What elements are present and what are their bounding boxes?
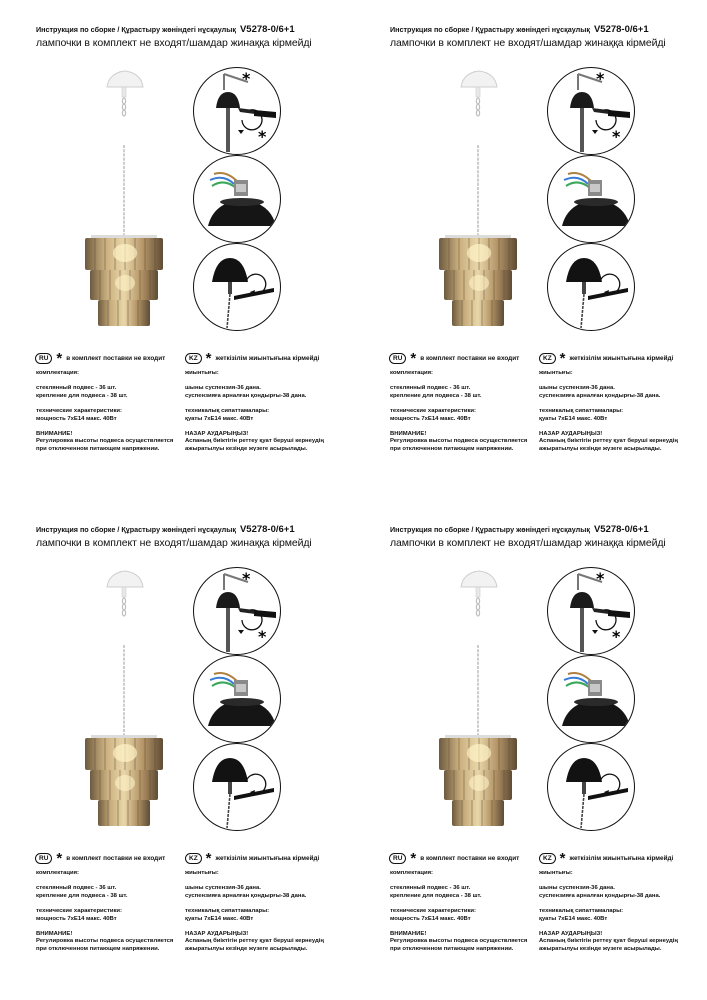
kz-header	[185, 349, 320, 367]
bulbs-note: лампочки в комплект не входят/шамдар жинаққа кірмейді	[390, 537, 666, 549]
chandelier-image	[67, 567, 167, 832]
ru-tech-value: мощность 7хЕ14 макс. 40Вт	[390, 415, 471, 422]
kz-badge: KZ	[539, 353, 556, 364]
kz-kit-heading: жиынтығы:	[539, 870, 573, 876]
kz-kit-item: шыны суспензия-36 дана.	[539, 885, 615, 892]
kz-warning-heading: НАЗАР АУДАРЫҢЫЗ!	[185, 930, 249, 937]
kz-kit-item: суспензияға арналған қондырғы-38 дана.	[539, 892, 661, 899]
kz-kit-item: шыны суспензия-36 дана.	[185, 885, 261, 892]
kz-warning-line: Аспаның биіктігін реттеу қуат беруші кернеудің	[539, 438, 678, 445]
chandelier-image	[421, 67, 521, 332]
kz-badge: KZ	[185, 853, 202, 864]
kz-header	[185, 849, 320, 867]
kz-warning-line: ажыратылуы кезінде жүзеге асырылады.	[185, 445, 308, 452]
kz-warning-heading: НАЗАР АУДАРЫҢЫЗ!	[539, 430, 603, 437]
ru-warning-line: Регулировка высоты подвеса осуществляется	[390, 938, 528, 945]
model-number: V5278-0/6+1	[593, 524, 649, 535]
asterisk-icon: *	[56, 849, 63, 867]
kz-tech-heading: техникалық сипаттамалары:	[185, 407, 270, 414]
kz-kit-item: суспензияға арналған қондырғы-38 дана.	[185, 892, 307, 899]
ru-badge: RU	[389, 353, 406, 364]
step-2-diagram	[193, 155, 281, 243]
asterisk-icon: *	[410, 349, 417, 367]
ru-star-note: в комплект поставки не входит	[420, 855, 520, 862]
kz-badge: KZ	[185, 353, 202, 364]
instruction-card-1	[32, 24, 352, 464]
bulbs-note: лампочки в комплект не входят/шамдар жинаққа кірмейді	[390, 37, 666, 49]
asterisk-icon: *	[596, 569, 605, 588]
kz-star-note: жеткізілім жиынтығына кірмейді	[569, 355, 674, 362]
asterisk-icon: *	[258, 627, 267, 646]
kz-kit-item: шыны суспензия-36 дана.	[539, 385, 615, 392]
ru-specs	[36, 870, 173, 954]
asterisk-icon: *	[410, 849, 417, 867]
ru-warning-line: Регулировка высоты подвеса осуществляется	[36, 938, 174, 945]
kz-warning-line: ажыратылуы кезінде жүзеге асырылады.	[185, 945, 308, 952]
ru-warning-line: при отключенном питающем напряжении.	[36, 945, 160, 952]
ru-kit-item: стеклянный подвес - 36 шт.	[390, 885, 471, 892]
kz-star-note: жеткізілім жиынтығына кірмейді	[215, 355, 320, 362]
model-number: V5278-0/6+1	[239, 24, 295, 35]
instruction-card-2	[386, 24, 706, 464]
asterisk-icon: *	[205, 849, 212, 867]
ru-kit-item: крепление для подвеса - 38 шт.	[36, 392, 128, 399]
instruction-title	[36, 24, 295, 35]
ru-badge: RU	[35, 353, 52, 364]
ru-kit-heading: комплектация:	[36, 370, 79, 376]
kz-warning-line: ажыратылуы кезінде жүзеге асырылады.	[539, 945, 662, 952]
step-3-diagram	[547, 243, 635, 331]
ru-header	[35, 849, 166, 867]
kz-tech-heading: техникалық сипаттамалары:	[539, 907, 624, 914]
kz-kit-heading: жиынтығы:	[185, 370, 219, 376]
ru-kit-heading: комплектация:	[390, 870, 433, 876]
ru-tech-heading: технические характеристики:	[36, 907, 122, 914]
asterisk-icon: *	[242, 69, 251, 88]
bulbs-note: лампочки в комплект не входят/шамдар жинаққа кірмейді	[36, 37, 312, 49]
kz-tech-heading: техникалық сипаттамалары:	[539, 407, 624, 414]
kz-kit-heading: жиынтығы:	[539, 370, 573, 376]
kz-tech-value: қуаты 7хЕ14 макс. 40Вт	[185, 415, 254, 422]
step-3-diagram	[193, 243, 281, 331]
ru-kit-item: крепление для подвеса - 38 шт.	[36, 892, 128, 899]
step-3-diagram	[547, 743, 635, 831]
ru-warning-heading: ВНИМАНИЕ!	[390, 930, 427, 937]
ru-specs	[390, 870, 527, 954]
ru-kit-item: стеклянный подвес - 36 шт.	[36, 385, 117, 392]
kz-star-note: жеткізілім жиынтығына кірмейді	[215, 855, 320, 862]
step-1-diagram	[193, 567, 281, 655]
asterisk-icon: *	[612, 627, 621, 646]
step-1-diagram	[547, 67, 635, 155]
instruction-title	[390, 24, 649, 35]
ru-header	[389, 849, 520, 867]
bulbs-note: лампочки в комплект не входят/шамдар жинаққа кірмейді	[36, 537, 312, 549]
step-1-diagram	[547, 567, 635, 655]
ru-warning-line: при отключенном питающем напряжении.	[36, 445, 160, 452]
kz-warning-line: Аспаның биіктігін реттеу қуат беруші кернеудің	[185, 438, 324, 445]
kz-warning-heading: НАЗАР АУДАРЫҢЫЗ!	[185, 430, 249, 437]
model-number: V5278-0/6+1	[239, 524, 295, 535]
ru-tech-heading: технические характеристики:	[390, 407, 476, 414]
asterisk-icon: *	[559, 349, 566, 367]
asterisk-icon: *	[612, 127, 621, 146]
kz-kit-heading: жиынтығы:	[185, 870, 219, 876]
step-3-diagram	[193, 743, 281, 831]
ru-kit-item: стеклянный подвес - 36 шт.	[390, 385, 471, 392]
ru-star-note: в комплект поставки не входит	[66, 355, 166, 362]
kz-kit-item: шыны суспензия-36 дана.	[185, 385, 261, 392]
instruction-title	[390, 524, 649, 535]
kz-tech-value: қуаты 7хЕ14 макс. 40Вт	[185, 915, 254, 922]
kz-kit-item: суспензияға арналған қондырғы-38 дана.	[185, 392, 307, 399]
ru-star-note: в комплект поставки не входит	[66, 855, 166, 862]
kz-warning-line: ажыратылуы кезінде жүзеге асырылады.	[539, 445, 662, 452]
kz-specs	[539, 370, 678, 454]
step-2-diagram	[547, 155, 635, 243]
ru-header	[35, 349, 166, 367]
kz-tech-value: қуаты 7хЕ14 макс. 40Вт	[539, 915, 608, 922]
kz-specs	[185, 370, 324, 454]
chandelier-image	[67, 67, 167, 332]
title-text: Инструкция по сборке / Құрастыру жөніндегі нұсқаулық	[36, 25, 236, 34]
ru-warning-line: Регулировка высоты подвеса осуществляется	[36, 438, 174, 445]
ru-kit-heading: комплектация:	[36, 870, 79, 876]
ru-kit-item: стеклянный подвес - 36 шт.	[36, 885, 117, 892]
instruction-card-3	[32, 524, 352, 964]
ru-specs	[390, 370, 527, 454]
ru-kit-heading: комплектация:	[390, 370, 433, 376]
kz-specs	[539, 870, 678, 954]
kz-warning-heading: НАЗАР АУДАРЫҢЫЗ!	[539, 930, 603, 937]
ru-warning-line: при отключенном питающем напряжении.	[390, 945, 514, 952]
ru-tech-value: мощность 7хЕ14 макс. 40Вт	[36, 915, 117, 922]
ru-badge: RU	[35, 853, 52, 864]
step-1-diagram	[193, 67, 281, 155]
ru-header	[389, 349, 520, 367]
ru-warning-heading: ВНИМАНИЕ!	[36, 430, 73, 437]
kz-header	[539, 349, 674, 367]
asterisk-icon: *	[596, 69, 605, 88]
kz-warning-line: Аспаның биіктігін реттеу қуат беруші кернеудің	[185, 938, 324, 945]
ru-warning-heading: ВНИМАНИЕ!	[36, 930, 73, 937]
model-number: V5278-0/6+1	[593, 24, 649, 35]
title-text: Инструкция по сборке / Құрастыру жөніндегі нұсқаулық	[390, 25, 590, 34]
ru-warning-line: при отключенном питающем напряжении.	[390, 445, 514, 452]
ru-tech-heading: технические характеристики:	[390, 907, 476, 914]
ru-kit-item: крепление для подвеса - 38 шт.	[390, 392, 482, 399]
kz-badge: KZ	[539, 853, 556, 864]
ru-specs	[36, 370, 173, 454]
kz-tech-value: қуаты 7хЕ14 макс. 40Вт	[539, 415, 608, 422]
ru-warning-line: Регулировка высоты подвеса осуществляется	[390, 438, 528, 445]
asterisk-icon: *	[559, 849, 566, 867]
step-2-diagram	[193, 655, 281, 743]
ru-badge: RU	[389, 853, 406, 864]
instruction-card-4	[386, 524, 706, 964]
kz-specs	[185, 870, 324, 954]
asterisk-icon: *	[56, 349, 63, 367]
asterisk-icon: *	[205, 349, 212, 367]
step-2-diagram	[547, 655, 635, 743]
title-text: Инструкция по сборке / Құрастыру жөніндегі нұсқаулық	[36, 525, 236, 534]
ru-tech-value: мощность 7хЕ14 макс. 40Вт	[390, 915, 471, 922]
ru-tech-heading: технические характеристики:	[36, 407, 122, 414]
asterisk-icon: *	[242, 569, 251, 588]
chandelier-image	[421, 567, 521, 832]
instruction-title	[36, 524, 295, 535]
asterisk-icon: *	[258, 127, 267, 146]
ru-kit-item: крепление для подвеса - 38 шт.	[390, 892, 482, 899]
kz-warning-line: Аспаның биіктігін реттеу қуат беруші кернеудің	[539, 938, 678, 945]
kz-kit-item: суспензияға арналған қондырғы-38 дана.	[539, 392, 661, 399]
kz-header	[539, 849, 674, 867]
kz-star-note: жеткізілім жиынтығына кірмейді	[569, 855, 674, 862]
ru-star-note: в комплект поставки не входит	[420, 355, 520, 362]
ru-warning-heading: ВНИМАНИЕ!	[390, 430, 427, 437]
title-text: Инструкция по сборке / Құрастыру жөніндегі нұсқаулық	[390, 525, 590, 534]
kz-tech-heading: техникалық сипаттамалары:	[185, 907, 270, 914]
ru-tech-value: мощность 7хЕ14 макс. 40Вт	[36, 415, 117, 422]
